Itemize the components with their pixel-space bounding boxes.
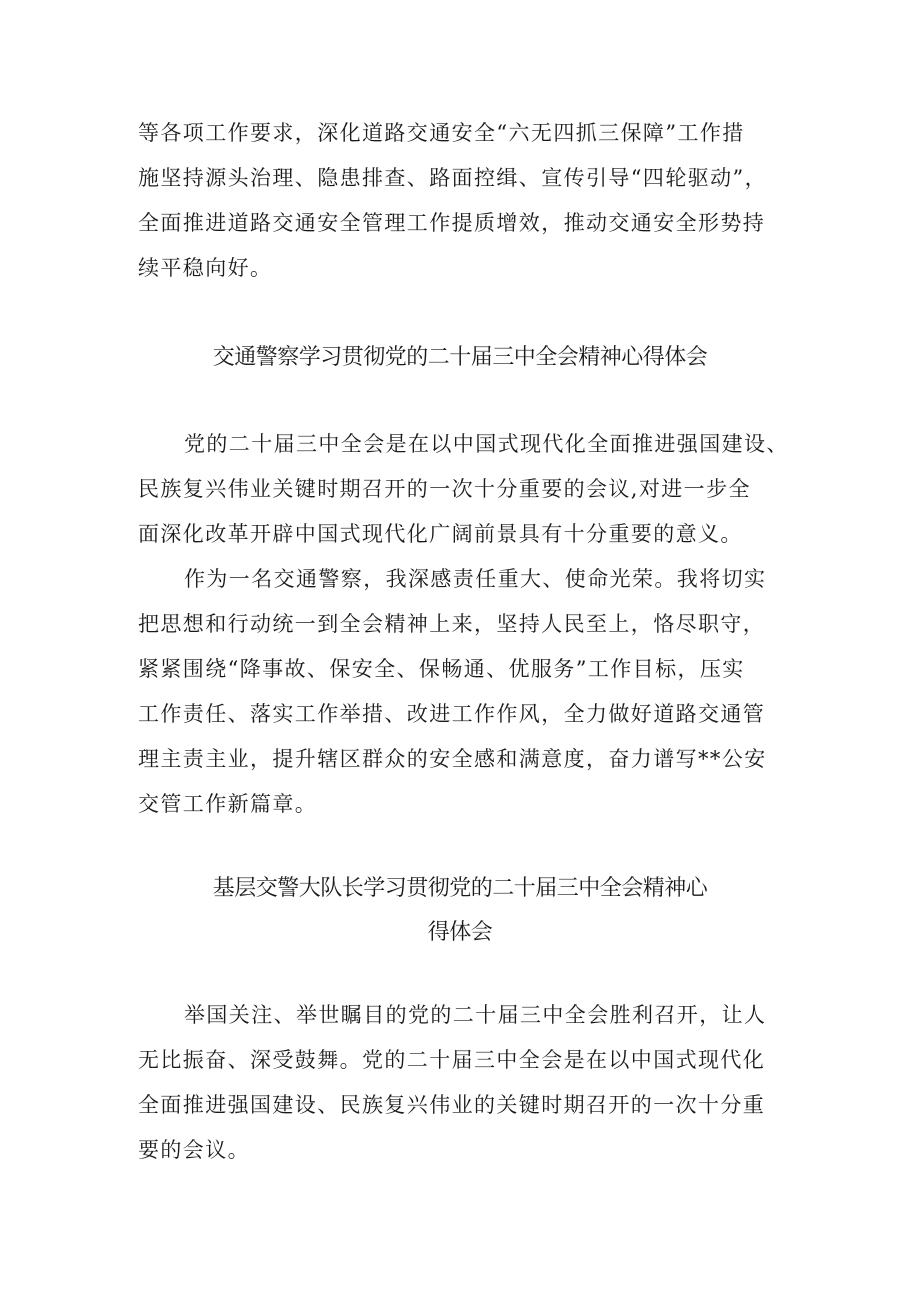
paragraph-line: 等各项工作要求，深化道路交通安全“六无四抓三保障”工作措 (138, 121, 745, 145)
paragraph-line: 全面推进强国建设、民族复兴伟业的关键时期召开的一次十分重 (138, 1093, 766, 1117)
section2-paragraph1 (138, 993, 788, 1173)
paragraph-line: 理主责主业，提升辖区群众的安全感和满意度，奋力谱写**公安 (138, 747, 767, 771)
paragraph-line: 把思想和行动统一到全会精神上来，坚持人民至上，恪尽职守， (138, 612, 766, 636)
title-line: 基层交警大队长学习贯彻党的二十届三中全会精神心 (212, 876, 708, 901)
paragraph-line: 面深化改革开辟中国式现代化广阔前景具有十分重要的意义。 (138, 522, 743, 546)
paragraph-line: 施坚持源头治理、隐患排查、路面控缉、宣传引导“四轮驱动”， (138, 166, 768, 190)
paragraph-line: 党的二十届三中全会是在以中国式现代化全面推进强国建设、 (184, 432, 789, 456)
paragraph-line: 民族复兴伟业关键时期召开的一次十分重要的会议,对进一步全 (138, 477, 751, 501)
section1-paragraph2 (138, 557, 788, 827)
intro-paragraph (138, 111, 788, 291)
paragraph-line: 作为一名交通警察，我深感责任重大、使命光荣。我将切实 (184, 567, 767, 591)
paragraph-line: 交管工作新篇章。 (138, 792, 318, 816)
section2-title (0, 867, 920, 955)
paragraph-line: 工作责任、落实工作举措、改进工作作风，全力做好道路交通管 (138, 702, 766, 726)
section1-title (0, 338, 920, 378)
paragraph-line: 紧紧围绕“降事故、保安全、保畅通、优服务”工作目标，压实 (138, 657, 745, 681)
title-line: 交通警察学习贯彻党的二十届三中全会精神心得体会 (212, 345, 708, 370)
paragraph-line: 要的会议。 (138, 1138, 250, 1162)
paragraph-line: 举国关注、举世瞩目的党的二十届三中全会胜利召开，让人 (184, 1003, 767, 1027)
section1-paragraph1 (138, 422, 788, 557)
paragraph-line: 全面推进道路交通安全管理工作提质增效，推动交通安全形势持 (138, 211, 766, 235)
paragraph-line: 无比振奋、深受鼓舞。党的二十届三中全会是在以中国式现代化 (138, 1048, 766, 1072)
title-line: 得体会 (427, 920, 493, 945)
paragraph-line: 续平稳向好。 (138, 256, 273, 280)
